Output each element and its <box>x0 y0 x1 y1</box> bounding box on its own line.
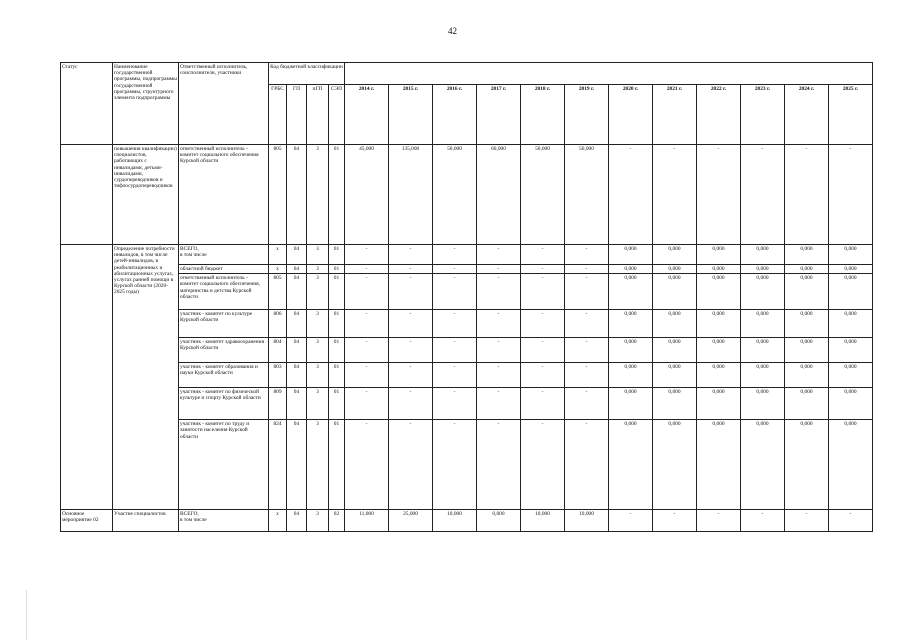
executor-text: областной бюджет <box>180 266 223 272</box>
value-cell: 0,000 <box>785 338 829 363</box>
executor-cell <box>179 310 269 338</box>
code-cell: 3 <box>307 245 329 265</box>
header-year: 2016 г. <box>433 85 477 145</box>
executor-cell <box>179 420 269 510</box>
value-cell: - <box>477 388 521 420</box>
value-cell: - <box>697 145 741 245</box>
header-gp: ГП <box>287 85 307 145</box>
executor-cell <box>179 363 269 388</box>
value-cell: 0,000 <box>653 420 697 510</box>
header-budget-code: Код бюджетной классификации <box>269 63 345 85</box>
header-pgp: пГП <box>307 85 329 145</box>
code-cell: 04 <box>287 363 307 388</box>
value-cell: - <box>653 145 697 245</box>
value-cell: - <box>433 245 477 265</box>
value-cell: - <box>521 388 565 420</box>
value-cell: 0,000 <box>609 245 653 265</box>
value-cell: 50,000 <box>521 145 565 245</box>
name-cell: Определение потребности инвалидов, в том числе детей-инвалидов, в реабилитационных и абилитационных услугах, услугах ранней помощи в Курской области (2020-2025 годы) <box>113 245 179 510</box>
code-cell: 804 <box>269 338 287 363</box>
header-year: 2021 г. <box>653 85 697 145</box>
value-cell: 0,000 <box>741 338 785 363</box>
value-cell: 0,000 <box>609 338 653 363</box>
value-cell: 0,000 <box>829 338 873 363</box>
value-cell: - <box>565 310 609 338</box>
value-cell: 60,000 <box>477 145 521 245</box>
value-cell: 0,000 <box>609 274 653 310</box>
value-cell: 0,000 <box>609 420 653 510</box>
code-cell: 01 <box>329 388 345 420</box>
code-cell: 01 <box>329 245 345 265</box>
value-cell: 0,000 <box>741 310 785 338</box>
value-cell: 10,000 <box>521 510 565 532</box>
table-row <box>61 265 873 274</box>
code-cell: x <box>269 510 287 532</box>
value-cell: 0,000 <box>609 363 653 388</box>
executor-cell <box>179 510 269 532</box>
executor-text: ответственный исполнитель - комитет социального обеспечения, материнства и детства Курской области <box>180 275 260 300</box>
executor-cell <box>179 388 269 420</box>
code-cell: 805 <box>269 274 287 310</box>
value-cell: - <box>477 338 521 363</box>
value-cell: - <box>389 245 433 265</box>
code-cell: 04 <box>287 510 307 532</box>
value-cell: - <box>785 145 829 245</box>
value-cell: - <box>565 245 609 265</box>
value-cell: 50,000 <box>433 145 477 245</box>
value-cell: - <box>477 274 521 310</box>
value-cell: - <box>565 388 609 420</box>
value-cell: 0,000 <box>741 420 785 510</box>
value-cell: - <box>389 388 433 420</box>
table-row <box>61 338 873 363</box>
code-cell: 04 <box>287 274 307 310</box>
value-cell: 25,000 <box>389 510 433 532</box>
value-cell: 0,000 <box>785 310 829 338</box>
value-cell: - <box>345 274 389 310</box>
value-cell: 0,000 <box>829 363 873 388</box>
value-cell: 0,000 <box>741 274 785 310</box>
code-cell: 04 <box>287 245 307 265</box>
executor-subtext: в том числе <box>180 252 207 259</box>
value-cell: - <box>565 274 609 310</box>
table-row <box>61 274 873 310</box>
executor-cell: ответственный исполнитель - комитет социального обеспечения Курской области <box>179 145 269 245</box>
code-cell: 806 <box>269 310 287 338</box>
value-cell: 0,000 <box>741 265 785 274</box>
code-cell: 04 <box>287 310 307 338</box>
table-row <box>61 388 873 420</box>
value-cell: 0,000 <box>785 388 829 420</box>
executor-text: ВСЕГО, <box>180 246 199 252</box>
value-cell: 0,000 <box>697 363 741 388</box>
value-cell: - <box>565 338 609 363</box>
value-cell: 0,000 <box>785 363 829 388</box>
value-cell: - <box>521 245 565 265</box>
value-cell: - <box>345 338 389 363</box>
value-cell: 0,000 <box>653 245 697 265</box>
code-cell: 3 <box>307 388 329 420</box>
value-cell: - <box>521 363 565 388</box>
page-number: 42 <box>448 26 457 36</box>
header-status: Статус <box>61 63 113 145</box>
value-cell: - <box>609 510 653 532</box>
value-cell: - <box>433 388 477 420</box>
value-cell: 0,000 <box>697 265 741 274</box>
value-cell: - <box>741 510 785 532</box>
value-cell: - <box>389 420 433 510</box>
value-cell: - <box>697 510 741 532</box>
value-cell: 0,000 <box>653 388 697 420</box>
header-year: 2015 г. <box>389 85 433 145</box>
value-cell: - <box>345 363 389 388</box>
value-cell: 10,000 <box>433 510 477 532</box>
value-cell: - <box>345 245 389 265</box>
code-cell: 809 <box>269 388 287 420</box>
value-cell: 10,000 <box>565 510 609 532</box>
code-cell: 04 <box>287 338 307 363</box>
status-cell <box>61 145 113 245</box>
value-cell: - <box>477 265 521 274</box>
code-cell: 01 <box>329 310 345 338</box>
value-cell: 0,000 <box>697 338 741 363</box>
value-cell: - <box>785 510 829 532</box>
code-cell: 04 <box>287 145 307 245</box>
code-cell: 824 <box>269 420 287 510</box>
value-cell: - <box>477 245 521 265</box>
executor-cell <box>179 338 269 363</box>
value-cell: - <box>477 310 521 338</box>
header-year: 2023 г. <box>741 85 785 145</box>
executor-text: участник - комитет образования и науки Курской области <box>180 364 258 377</box>
code-cell: 04 <box>287 265 307 274</box>
value-cell: 0,000 <box>829 388 873 420</box>
value-cell: - <box>389 363 433 388</box>
block2-body <box>61 245 873 510</box>
table-row <box>61 245 873 265</box>
executor-cell <box>179 274 269 310</box>
code-cell: 01 <box>329 274 345 310</box>
value-cell: - <box>565 265 609 274</box>
code-cell: 01 <box>329 265 345 274</box>
code-cell: 01 <box>329 363 345 388</box>
value-cell: - <box>565 363 609 388</box>
value-cell: 0,000 <box>785 420 829 510</box>
value-cell: - <box>653 510 697 532</box>
header-year: 2019 г. <box>565 85 609 145</box>
value-cell: 0,000 <box>829 310 873 338</box>
value-cell: - <box>433 338 477 363</box>
code-cell: 3 <box>307 310 329 338</box>
value-cell: 0,000 <box>741 388 785 420</box>
value-cell: - <box>433 310 477 338</box>
executor-cell <box>179 245 269 265</box>
header-year: 2014 г. <box>345 85 389 145</box>
header-executor: Ответственный исполнитель, соисполнители, участники <box>179 63 269 145</box>
table-row <box>61 420 873 510</box>
value-cell: - <box>433 420 477 510</box>
code-cell: x <box>269 245 287 265</box>
code-cell: 3 <box>307 145 329 245</box>
header-row-1 <box>61 63 873 85</box>
code-cell: 04 <box>287 420 307 510</box>
table-row <box>61 145 873 245</box>
value-cell: 0,000 <box>653 363 697 388</box>
name-cell: Участие специалистов <box>113 510 179 532</box>
header-year: 2024 г. <box>785 85 829 145</box>
value-cell: 0,000 <box>653 274 697 310</box>
value-cell: 0,000 <box>697 310 741 338</box>
executor-text: участник - комитет по культуре Курской области <box>180 311 253 324</box>
value-cell: 0,000 <box>609 310 653 338</box>
code-cell: x <box>269 265 287 274</box>
value-cell: 45,000 <box>345 145 389 245</box>
code-cell: 3 <box>307 338 329 363</box>
code-cell: 02 <box>329 510 345 532</box>
value-cell: - <box>389 265 433 274</box>
code-cell: 805 <box>269 145 287 245</box>
header-year: 2017 г. <box>477 85 521 145</box>
value-cell: - <box>609 145 653 245</box>
code-cell: 3 <box>307 274 329 310</box>
value-cell: - <box>521 338 565 363</box>
value-cell: 0,000 <box>785 265 829 274</box>
value-cell: - <box>433 274 477 310</box>
header-year: 2025 г. <box>829 85 873 145</box>
code-cell: 3 <box>307 363 329 388</box>
value-cell: 11,000 <box>345 510 389 532</box>
table-row <box>61 510 873 532</box>
value-cell: - <box>345 420 389 510</box>
code-cell: 01 <box>329 420 345 510</box>
header-sep: СЭП <box>329 85 345 145</box>
value-cell: 0,000 <box>829 420 873 510</box>
code-cell: 04 <box>287 388 307 420</box>
value-cell: - <box>345 388 389 420</box>
header-year: 2020 г. <box>609 85 653 145</box>
header-year: 2022 г. <box>697 85 741 145</box>
value-cell: 0,000 <box>697 245 741 265</box>
code-cell: 01 <box>329 145 345 245</box>
value-cell: 0,000 <box>829 274 873 310</box>
value-cell: 0,000 <box>697 388 741 420</box>
value-cell: 0,000 <box>653 338 697 363</box>
value-cell: - <box>477 363 521 388</box>
value-cell: - <box>521 310 565 338</box>
value-cell: 50,000 <box>565 145 609 245</box>
value-cell: 0,000 <box>785 245 829 265</box>
executor-text: участник - комитет по труду и занятости населения Курской области <box>180 421 250 440</box>
header-grbs: ГРБС <box>269 85 287 145</box>
executor-subtext: в том числе <box>180 517 207 524</box>
header-name: Наименование государственной программы, подпрограммы государственной программы, структурного элемента подпрограммы <box>113 63 179 145</box>
value-cell: - <box>565 420 609 510</box>
name-cell: повышения квалификации) специалистов, работающих с инвалидами, детьми-инвалидами, сурдопереводчиков и тифлосурдопереводчиков <box>113 145 179 245</box>
code-cell: 01 <box>329 338 345 363</box>
value-cell: 0,000 <box>829 245 873 265</box>
value-cell: 135,000 <box>389 145 433 245</box>
budget-table <box>60 62 873 532</box>
executor-text: участник - комитет здравоохранения Курской области <box>180 339 265 352</box>
value-cell: 0,000 <box>609 388 653 420</box>
value-cell: - <box>829 510 873 532</box>
header-years-blank <box>345 63 873 85</box>
code-cell: 803 <box>269 363 287 388</box>
table-row <box>61 310 873 338</box>
value-cell: 0,000 <box>697 420 741 510</box>
value-cell: 0,000 <box>785 274 829 310</box>
status-cell: Основное мероприятие 02 <box>61 510 113 532</box>
value-cell: - <box>389 310 433 338</box>
header-year: 2018 г. <box>521 85 565 145</box>
page-edge-line <box>26 590 27 640</box>
value-cell: 0,000 <box>609 265 653 274</box>
value-cell: - <box>741 145 785 245</box>
executor-text: участник - комитет по физической культуре и спорту Курской области <box>180 389 261 402</box>
value-cell: - <box>521 274 565 310</box>
value-cell: 0,000 <box>741 363 785 388</box>
value-cell: 0,000 <box>653 265 697 274</box>
status-cell <box>61 245 113 510</box>
value-cell: - <box>521 420 565 510</box>
executor-text: ВСЕГО, <box>180 511 199 518</box>
code-cell: 3 <box>307 420 329 510</box>
value-cell: 0,000 <box>697 274 741 310</box>
value-cell: - <box>521 265 565 274</box>
value-cell: - <box>433 265 477 274</box>
value-cell: 0,000 <box>829 265 873 274</box>
value-cell: - <box>829 145 873 245</box>
code-cell: 3 <box>307 265 329 274</box>
value-cell: 0,000 <box>653 310 697 338</box>
value-cell: - <box>345 265 389 274</box>
code-cell: 3 <box>307 510 329 532</box>
value-cell: 0,000 <box>477 510 521 532</box>
executor-cell <box>179 265 269 274</box>
value-cell: - <box>433 363 477 388</box>
value-cell: - <box>477 420 521 510</box>
table-row <box>61 363 873 388</box>
value-cell: - <box>389 338 433 363</box>
value-cell: - <box>389 274 433 310</box>
value-cell: 0,000 <box>741 245 785 265</box>
value-cell: - <box>345 310 389 338</box>
